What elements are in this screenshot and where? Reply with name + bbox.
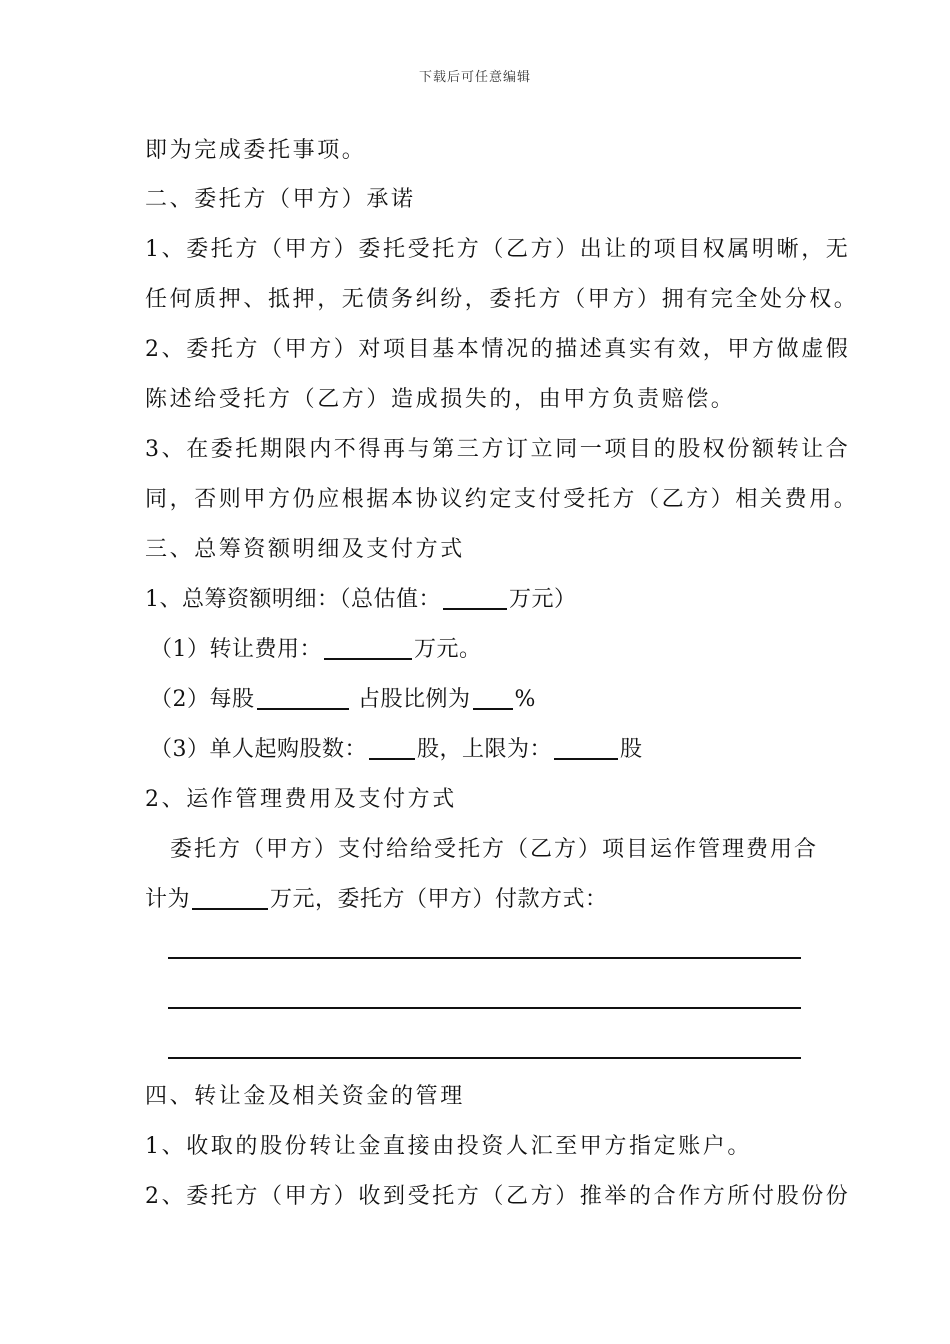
share-unit: 股: [620, 737, 643, 762]
payment-method-blank-line-1[interactable]: [168, 957, 801, 959]
paragraph-line: 3、在委托期限内不得再与第三方订立同一项目的股权份额转让合: [145, 437, 851, 462]
paragraph-line: 即为完成委托事项。: [145, 138, 367, 163]
section-heading-4: 四、转让金及相关资金的管理: [145, 1084, 465, 1109]
payment-method-blank-line-2[interactable]: [168, 1007, 801, 1009]
min-purchase-label: （3）单人起购股数：: [150, 737, 367, 762]
paragraph-line: 2、委托方（甲方）对项目基本情况的描述真实有效，甲方做虚假: [145, 337, 851, 362]
min-purchase-blank[interactable]: [369, 736, 415, 760]
per-share-label: （2）每股: [150, 687, 255, 712]
total-funding-line: [145, 585, 810, 615]
management-fee-line: [145, 885, 810, 915]
management-fee-label: 计为: [145, 887, 191, 912]
paragraph-line: 陈述给受托方（乙方）造成损失的，由甲方负责赔偿。: [145, 387, 736, 412]
total-funding-unit: 万元）: [509, 587, 577, 612]
paragraph-line: 1、委托方（甲方）委托受托方（乙方）出让的项目权属明晰，无: [145, 237, 851, 262]
total-funding-label: 1、总筹资额明细：（总估值：: [145, 587, 441, 612]
min-purchase-line: [150, 735, 815, 765]
upper-limit-label: 股，上限为：: [417, 737, 553, 762]
per-share-line: [150, 685, 815, 715]
paragraph-line: 同，否则甲方仍应根据本协议约定支付受托方（乙方）相关费用。: [145, 487, 859, 512]
section-heading-3: 三、总筹资额明细及支付方式: [145, 537, 465, 562]
share-ratio-label: 占股比例为: [350, 687, 471, 712]
paragraph-line: 1、收取的股份转让金直接由投资人汇至甲方指定账户。: [145, 1134, 752, 1159]
subsection-heading: 2、运作管理费用及支付方式: [145, 787, 457, 812]
paragraph-line: 委托方（甲方）支付给给受托方（乙方）项目运作管理费用合: [170, 837, 819, 862]
management-fee-blank[interactable]: [192, 886, 268, 910]
upper-limit-blank[interactable]: [554, 736, 618, 760]
share-ratio-blank[interactable]: [473, 686, 513, 710]
paragraph-line: 2、委托方（甲方）收到受托方（乙方）推举的合作方所付股份份: [145, 1184, 851, 1209]
payment-method-label: 万元，委托方（甲方）付款方式：: [270, 887, 608, 912]
transfer-fee-label: （1）转让费用：: [150, 637, 322, 662]
percent-sign: %: [514, 687, 536, 712]
payment-method-blank-line-3[interactable]: [168, 1057, 801, 1059]
transfer-fee-unit: 万元。: [414, 637, 482, 662]
page-header: 下载后可任意编辑: [418, 70, 531, 85]
total-valuation-blank[interactable]: [443, 586, 507, 610]
transfer-fee-line: [150, 635, 815, 665]
per-share-blank[interactable]: [257, 686, 349, 710]
section-heading-2: 二、委托方（甲方）承诺: [145, 187, 416, 212]
paragraph-line: 任何质押、抵押，无债务纠纷，委托方（甲方）拥有完全处分权。: [145, 287, 859, 312]
transfer-fee-blank[interactable]: [324, 636, 412, 660]
